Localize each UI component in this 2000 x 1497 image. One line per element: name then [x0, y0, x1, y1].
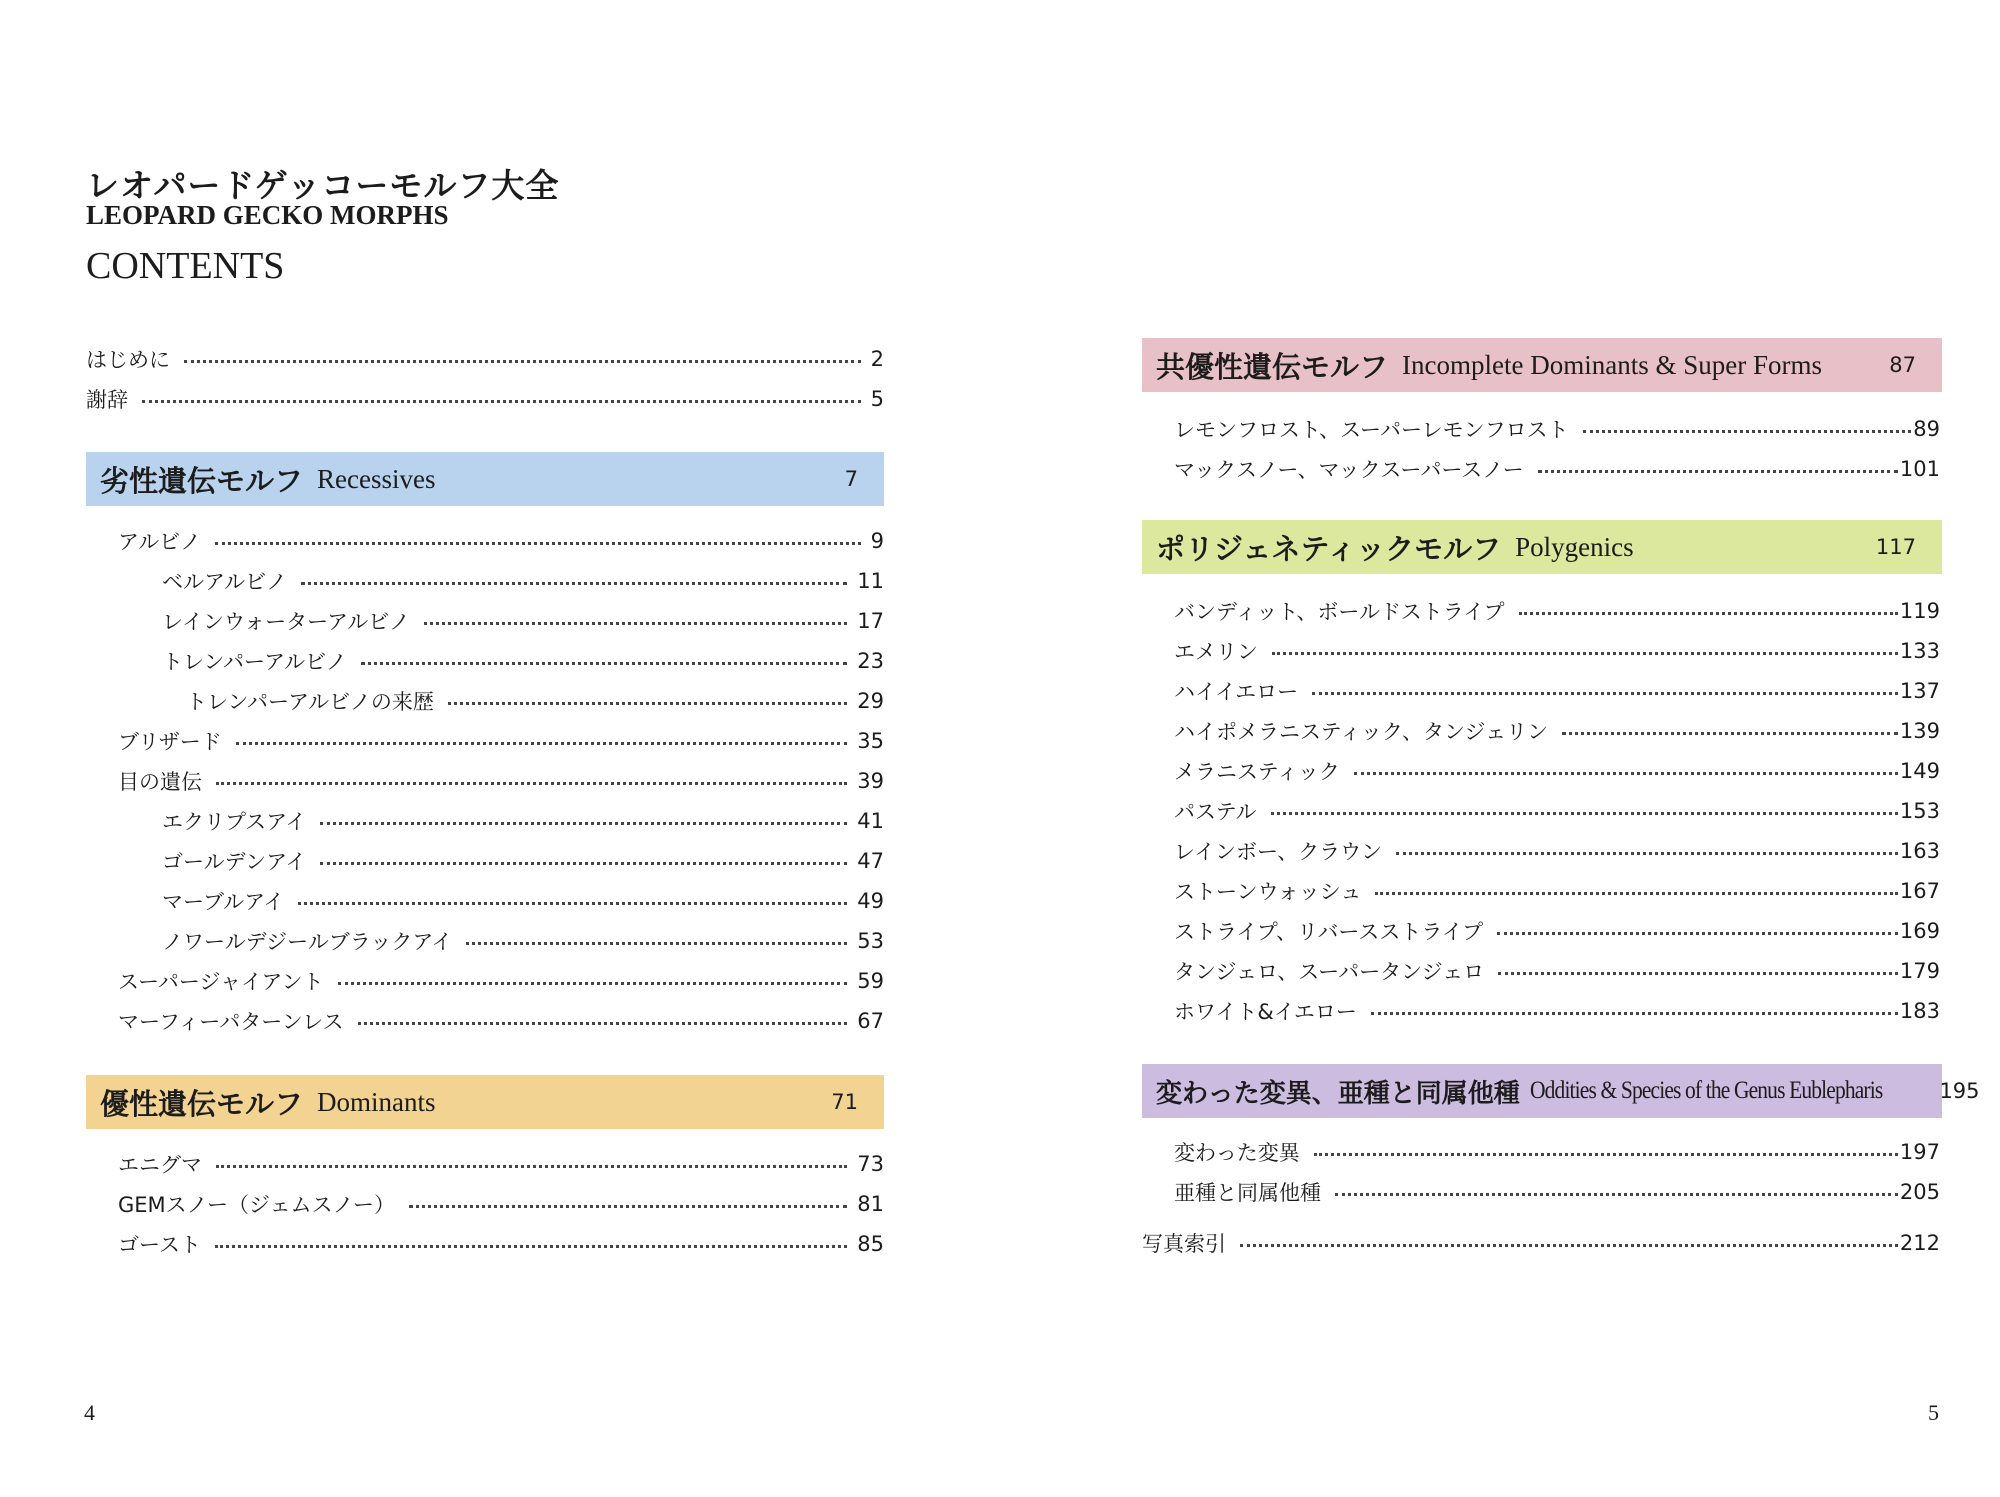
dot-leader [1519, 612, 1898, 615]
toc-page: 5 [870, 387, 884, 411]
toc-label: スーパージャイアント [118, 970, 324, 994]
section-page: 195 [1939, 1079, 1980, 1103]
dot-leader [1312, 692, 1898, 695]
dot-leader [215, 1245, 847, 1248]
toc-entry[interactable] [1174, 794, 1940, 828]
toc-page: 167 [1899, 879, 1940, 903]
dot-leader [1498, 972, 1898, 975]
toc-label: エメリン [1174, 640, 1258, 664]
toc-entry[interactable] [1174, 1135, 1940, 1169]
toc-label: エクリプスアイ [162, 810, 307, 834]
toc-page: 67 [857, 1009, 884, 1033]
dot-leader [358, 1022, 848, 1025]
section-band-oddities[interactable] [1142, 1064, 1980, 1118]
dot-leader [338, 982, 848, 985]
toc-label: アルビノ [118, 530, 201, 554]
dot-leader [1271, 812, 1898, 815]
section-title-en: Oddities & Species of the Genus Eublepharis [1529, 1077, 1883, 1104]
dot-leader [1335, 1193, 1898, 1196]
toc-page: 89 [1913, 417, 1940, 441]
toc-entry[interactable] [118, 524, 884, 558]
toc-label: ブリザード [118, 730, 222, 754]
toc-page: 2 [870, 347, 884, 371]
toc-label: ハイイエロー [1174, 680, 1299, 704]
section-title-en: Polygenics [1515, 531, 1634, 562]
toc-label: トレンパーアルビノ [162, 650, 347, 674]
toc-label: 謝辞 [86, 388, 128, 412]
section-page: 87 [1889, 353, 1916, 377]
toc-entry[interactable] [1174, 1175, 1940, 1209]
toc-entry[interactable] [1174, 452, 1940, 486]
toc-label: GEMスノー（ジェムスノー） [118, 1193, 395, 1217]
dot-leader [466, 942, 847, 945]
dot-leader [1562, 732, 1898, 735]
toc-entry[interactable] [1174, 914, 1940, 948]
toc-page: 53 [857, 929, 884, 953]
toc-page: 101 [1899, 457, 1940, 481]
dot-leader [236, 742, 848, 745]
section-title-jp: 劣性遺伝モルフ [100, 463, 304, 498]
dot-leader [1240, 1244, 1898, 1247]
page-number-right: 5 [1928, 1400, 1939, 1425]
toc-label: レインウォーターアルビノ [162, 610, 411, 634]
section-title-en: Incomplete Dominants & Super Forms [1402, 349, 1822, 380]
toc-label: ハイポメラニスティック、タンジェリン [1174, 720, 1549, 744]
dot-leader [1375, 892, 1898, 895]
toc-label: レインボー、クラウン [1174, 840, 1383, 864]
section-title-jp: 変わった変異、亜種と同属他種 [1156, 1078, 1520, 1109]
toc-label: ストーンウォッシュ [1174, 880, 1362, 904]
toc-page: 119 [1899, 599, 1940, 623]
toc-label: タンジェロ、スーパータンジェロ [1174, 960, 1485, 984]
toc-page: 153 [1899, 799, 1940, 823]
dot-leader [361, 662, 847, 665]
section-band-incomplete-dominants[interactable] [1142, 338, 1942, 392]
dot-leader [320, 862, 847, 865]
toc-entry[interactable] [118, 964, 884, 998]
toc-entry[interactable] [118, 1187, 884, 1221]
section-title-en: Dominants [317, 1086, 436, 1117]
toc-page: 139 [1899, 719, 1940, 743]
dot-leader [216, 782, 847, 785]
toc-page: 133 [1899, 639, 1940, 663]
book-title-en: LEOPARD GECKO MORPHS [86, 200, 449, 230]
toc-label: ベルアルビノ [162, 570, 287, 594]
toc-page: 73 [857, 1152, 884, 1176]
dot-leader [1314, 1153, 1898, 1156]
toc-label: ノワールデジールブラックアイ [162, 930, 453, 954]
toc-page: 179 [1899, 959, 1940, 983]
dot-leader [1497, 932, 1898, 935]
toc-entry[interactable] [1174, 714, 1940, 748]
toc-entry[interactable] [162, 644, 884, 678]
toc-entry[interactable] [1174, 874, 1940, 908]
toc-entry[interactable] [1174, 674, 1940, 708]
toc-label: メラニスティック [1174, 760, 1340, 784]
toc-label: トレンパーアルビノの来歴 [186, 690, 434, 714]
section-title-jp: 優性遺伝モルフ [100, 1086, 304, 1121]
toc-label: エニグマ [118, 1153, 202, 1177]
toc-page: 137 [1899, 679, 1940, 703]
toc-entry[interactable] [118, 1227, 884, 1261]
toc-page: 169 [1899, 919, 1940, 943]
section-title-en: Recessives [317, 463, 436, 494]
page-number-left: 4 [84, 1400, 95, 1425]
toc-label: 写真索引 [1142, 1232, 1226, 1256]
toc-label: パステル [1174, 800, 1257, 824]
toc-page: 23 [857, 649, 884, 673]
toc-label: ゴースト [118, 1233, 201, 1257]
toc-entry[interactable] [1174, 594, 1940, 628]
toc-entry[interactable] [118, 764, 884, 798]
toc-entry[interactable] [162, 884, 884, 918]
toc-entry[interactable] [162, 564, 884, 598]
toc-page: 197 [1899, 1140, 1940, 1164]
dot-leader [320, 822, 847, 825]
toc-label: バンディット、ボールドストライプ [1174, 600, 1505, 624]
dot-leader [301, 582, 847, 585]
dot-leader [216, 1165, 847, 1168]
toc-page: 39 [857, 769, 884, 793]
toc-label: マックスノー、マックスーパースノー [1174, 458, 1524, 482]
toc-page: 212 [1899, 1231, 1940, 1255]
dot-leader [424, 622, 847, 625]
toc-entry-photo-index[interactable] [1142, 1226, 1940, 1260]
toc-label: 亜種と同属他種 [1174, 1181, 1321, 1205]
toc-entry[interactable] [162, 924, 884, 958]
dot-leader [142, 400, 861, 403]
dot-leader [1583, 430, 1912, 433]
dot-leader [184, 360, 861, 363]
toc-entry[interactable] [1174, 994, 1940, 1028]
toc-label: 目の遺伝 [118, 770, 202, 794]
section-title-jp: ポリジェネティックモルフ [1156, 531, 1502, 566]
dot-leader [1354, 772, 1898, 775]
toc-entry[interactable] [118, 1147, 884, 1181]
toc-page: 29 [857, 689, 884, 713]
contents-heading: CONTENTS [86, 245, 285, 287]
toc-page: 85 [857, 1232, 884, 1256]
toc-label: マーブルアイ [162, 890, 285, 914]
toc-page: 11 [857, 569, 884, 593]
toc-label: ホワイト&イエロー [1174, 1000, 1357, 1024]
toc-page: 35 [857, 729, 884, 753]
dot-leader [409, 1205, 847, 1208]
toc-entry[interactable] [186, 684, 884, 718]
toc-entry[interactable] [118, 1004, 884, 1038]
toc-entry[interactable] [1174, 634, 1940, 668]
toc-label: はじめに [86, 348, 170, 372]
toc-entry-intro[interactable] [86, 342, 884, 376]
toc-page: 163 [1899, 839, 1940, 863]
dot-leader [298, 902, 847, 905]
toc-entry[interactable] [1174, 834, 1940, 868]
toc-entry[interactable] [1174, 412, 1940, 446]
dot-leader [1538, 470, 1898, 473]
dot-leader [448, 702, 847, 705]
dot-leader [1272, 652, 1898, 655]
toc-entry[interactable] [162, 604, 884, 638]
section-band-dominants[interactable] [86, 1075, 884, 1129]
toc-page: 49 [857, 889, 884, 913]
toc-label: ストライプ、リバースストライプ [1174, 920, 1484, 944]
toc-entry[interactable] [162, 844, 884, 878]
toc-label: レモンフロスト、スーパーレモンフロスト [1174, 418, 1569, 442]
section-band-recessives[interactable] [86, 452, 884, 506]
toc-page: 41 [857, 809, 884, 833]
toc-page: 149 [1899, 759, 1940, 783]
section-page: 7 [844, 467, 858, 491]
dot-leader [1371, 1012, 1898, 1015]
toc-page: 17 [857, 609, 884, 633]
toc-entry-acknowledgements[interactable] [86, 382, 884, 416]
section-page: 117 [1875, 535, 1916, 559]
toc-page: 183 [1899, 999, 1940, 1023]
toc-page: 59 [857, 969, 884, 993]
book-title-jp: レオパードゲッコーモルフ大全 [86, 166, 560, 205]
dot-leader [215, 542, 861, 545]
toc-label: 変わった変異 [1174, 1141, 1300, 1165]
toc-entry[interactable] [1174, 954, 1940, 988]
section-title-jp: 共優性遺伝モルフ [1156, 349, 1389, 384]
toc-page: 81 [857, 1192, 884, 1216]
toc-entry[interactable] [162, 804, 884, 838]
toc-page: 9 [870, 529, 884, 553]
toc-page: 205 [1899, 1180, 1940, 1204]
toc-label: ゴールデンアイ [162, 850, 307, 874]
toc-page: 47 [857, 849, 884, 873]
toc-entry[interactable] [1174, 754, 1940, 788]
dot-leader [1396, 852, 1898, 855]
section-band-polygenics[interactable] [1142, 520, 1942, 574]
toc-label: マーフィーパターンレス [118, 1010, 344, 1034]
section-page: 71 [831, 1090, 858, 1114]
toc-entry[interactable] [118, 724, 884, 758]
